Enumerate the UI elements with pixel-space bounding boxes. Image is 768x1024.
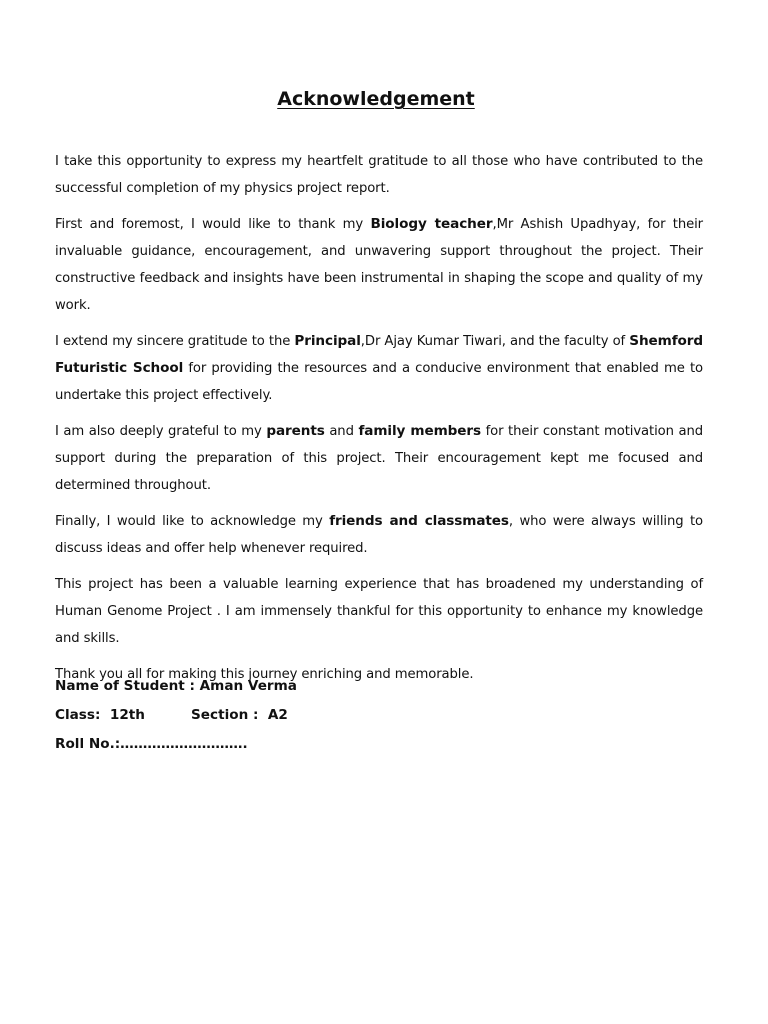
paragraph-friends: [55, 508, 703, 562]
bold-biology-teacher: Biology teacher: [370, 216, 493, 232]
text-segment: , who were always willing to discuss ideas and offer help whenever required.: [55, 514, 703, 556]
student-name-line: Name of Student : Aman Verma: [55, 678, 297, 694]
student-info: [55, 672, 703, 759]
text-segment: and: [324, 424, 359, 439]
class-label: Class: 12th: [55, 707, 145, 723]
text-segment: for their constant motivation and support during the preparation of this project. Their encouragement kept me focused and determined throughout.: [55, 424, 703, 493]
paragraph-teacher: [55, 211, 703, 319]
text-segment: ,Mr Ashish Upadhyay, for their invaluable guidance, encouragement, and unwavering support throughout the project. Their constructive feedback and insights have been instrumental in shaping the scope and quality of my work.: [55, 217, 704, 313]
text-segment: I am also deeply grateful to my: [55, 424, 267, 439]
paragraph-intro: I take this opportunity to express my heartfelt gratitude to all those who have contributed to the successful completion of my physics project report.: [55, 154, 703, 196]
class-section-line: [55, 701, 703, 730]
paragraph-family: [55, 418, 703, 499]
bold-family-members: family members: [358, 423, 482, 439]
text-segment: ,Dr Ajay Kumar Tiwari, and the faculty of: [360, 334, 630, 349]
bold-parents: parents: [266, 423, 325, 439]
page-title: Acknowledgement: [277, 88, 475, 110]
text-segment: I extend my sincere gratitude to the: [55, 334, 295, 349]
paragraph-learning: This project has been a valuable learning experience that has broadened my understanding of Human Genome Project . I am immensely thankful for this opportunity to enhance my knowledge and skills.: [55, 577, 703, 646]
text-segment: for providing the resources and a conducive environment that enabled me to undertake this project effectively.: [55, 361, 703, 403]
paragraph-thanks: Thank you all for making this journey enriching and memorable.: [55, 667, 474, 682]
section-label: Section : A2: [191, 707, 288, 723]
bold-school-name: Shemford Futuristic School: [55, 333, 703, 376]
roll-number-line: Roll No.:……………………….: [55, 736, 248, 752]
text-segment: First and foremost, I would like to thank my: [55, 217, 371, 232]
bold-friends-classmates: friends and classmates: [329, 513, 509, 529]
text-segment: Finally, I would like to acknowledge my: [55, 514, 330, 529]
bold-principal: Principal: [294, 333, 361, 349]
acknowledgement-body: [55, 148, 703, 697]
paragraph-principal: [55, 328, 703, 409]
